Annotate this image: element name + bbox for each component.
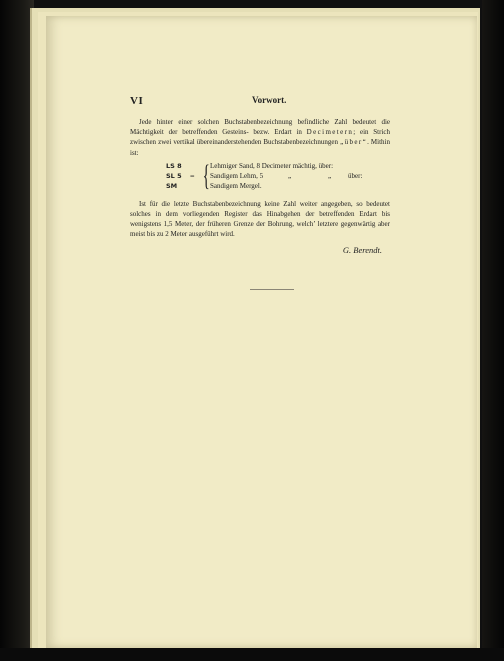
legend-entry-text: Sandigem Lehm, 5 (210, 171, 264, 180)
legend-code: SM (166, 181, 178, 190)
page-content (130, 95, 390, 255)
book-spine-shadow (0, 0, 34, 661)
ditto-mark: „ (328, 171, 332, 180)
brace-symbol: { (202, 158, 210, 192)
legend-entry (210, 161, 333, 171)
page-header (130, 95, 390, 111)
running-title: Vorwort. (252, 95, 287, 105)
legend-entry (210, 181, 333, 191)
paragraph1-text-c: . Mithin ist: (130, 138, 390, 157)
horizontal-rule (250, 289, 294, 290)
paragraph1-text-a: Jede hinter einer solchen Buchstabenbezeichnung befindliche Zahl bedeutet die Mächtigkeit der betreffenden Gesteins- bezw. Erdart in (130, 118, 390, 137)
legend-entry-text: Sandigem Mergel. (210, 181, 262, 190)
paragraph1-spaced-word: Decimetern (306, 128, 354, 137)
legend-entry-tail: über: (348, 171, 363, 180)
legend-entries (210, 161, 363, 191)
equals-sign: = (190, 171, 195, 181)
legend-entry (210, 171, 363, 181)
page-number: VI (130, 95, 144, 107)
ditto-mark: „ (288, 171, 292, 180)
paragraph1-text-b: ; ein Strich zwischen zwei vertikal übereinanderstehenden Buchstabenbezeichnungen (130, 128, 390, 147)
legend-codes (166, 161, 184, 191)
right-dark-border (482, 0, 504, 661)
paragraph-explanation (130, 117, 390, 158)
legend-code: LS 8 (166, 161, 182, 170)
legend-entry-text: Lehmiger Sand, 8 Decimeter mächtig, über: (210, 161, 334, 170)
bottom-dark-border (0, 648, 504, 661)
paragraph-note: Ist für die letzte Buchstabenbezeichnung keine Zahl weiter angegeben, so bedeutet solches in dem vorliegenden Register das Hinabgehen der betreffenden Erdart bis wenigstens 1,5 Meter, der früheren Grenze der Bohrung, welch’ letztere gegenwärtig aber meist bis zu 2 Meter ausgeführt wird. (130, 199, 390, 239)
legend-example (166, 158, 390, 195)
author-signature: G. Berendt. (342, 244, 382, 255)
paragraph1-spaced-quote: „über“ (340, 138, 368, 147)
legend-code: SL 5 (166, 171, 182, 180)
